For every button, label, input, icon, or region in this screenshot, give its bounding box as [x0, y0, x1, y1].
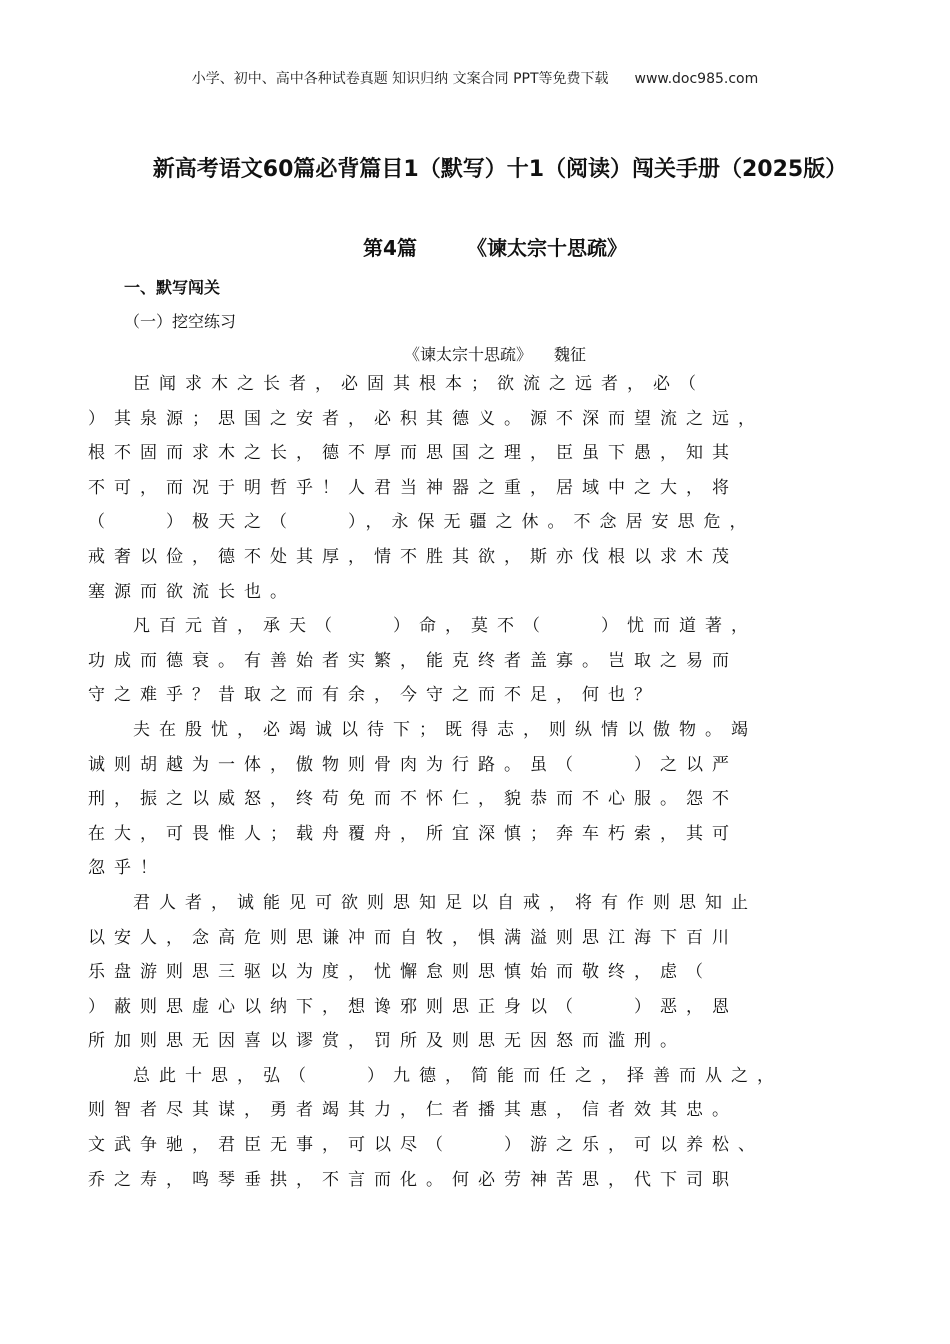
text-line: 戒奢以俭，德不处其厚，情不胜其欲，斯亦伐根以求木茂 [88, 546, 738, 567]
chapter-work: 《谏太宗十思疏》 [466, 236, 627, 260]
text-line: ）蔽则思虚心以纳下，想谗邪则思正身以（ ）恶，恩 [88, 996, 738, 1017]
text-line: 凡百元首，承天（ ）命，莫不（ ）忧而道著， [133, 616, 757, 637]
passage-work: 《谏太宗十思疏》 [403, 345, 532, 364]
text-line: ）其泉源；思国之安者，必积其德义。源不深而望流之远， [88, 408, 764, 429]
document-title: 新高考语文60篇必背篇目1（默写）十1（阅读）闯关手册（2025版） [152, 157, 848, 182]
text-line: 所加则思无因喜以谬赏，罚所及则思无因怒而滥刑。 [88, 1031, 686, 1052]
subsection-heading: （一）挖空练习 [124, 312, 237, 331]
text-line: 忽乎！ [88, 858, 166, 879]
chapter-number: 第4篇 [363, 236, 417, 260]
passage-title [0, 342, 950, 365]
text-line: 功成而德衰。有善始者实繁，能克终者盖寡。岂取之易而 [88, 650, 738, 671]
text-line: 乔之寿，鸣琴垂拱，不言而化。何必劳神苦思，代下司职 [88, 1169, 738, 1190]
text-line: 夫在殷忧，必竭诚以待下；既得志，则纵情以傲物。竭 [133, 719, 757, 740]
passage-body [88, 367, 888, 1197]
passage-author: 魏征 [554, 345, 587, 364]
text-line: 乐盘游则思三驱以为度，忧懈怠则思慎始而敬终，虑（ [88, 962, 712, 983]
text-line: 以安人，念高危则思谦冲而自牧，惧满溢则思江海下百川 [88, 927, 738, 948]
header-site[interactable]: www.doc985.com [634, 71, 759, 87]
page-header [0, 68, 950, 88]
section-heading: 一、默写闯关 [124, 278, 221, 297]
chapter-heading [0, 232, 950, 261]
header-text: 小学、初中、高中各种试卷真题 知识归纳 文案合同 PPT等免费下载 [191, 71, 609, 87]
text-line: 君人者，诚能见可欲则思知足以自戒，将有作则思知止 [133, 892, 757, 913]
text-line: 诚则胡越为一体，傲物则骨肉为行路。虽（ ）之以严 [88, 754, 738, 775]
text-line: 臣闻求木之长者，必固其根本；欲流之远者，必（ [133, 374, 705, 394]
text-line: 在大，可畏惟人；载舟覆舟，所宜深慎；奔车朽索，其可 [88, 823, 738, 844]
text-line: 则智者尽其谋，勇者竭其力，仁者播其惠，信者效其忠。 [88, 1100, 738, 1121]
text-line: 守之难乎？昔取之而有余，今守之而不足，何也？ [88, 685, 660, 706]
text-line: 刑，振之以威怒，终苟免而不怀仁，貌恭而不心服。怨不 [88, 789, 738, 810]
text-line: 总此十思，弘（ ）九德，简能而任之，择善而从之， [133, 1065, 783, 1086]
text-line: 不可，而况于明哲乎！人君当神器之重，居域中之大，将 [88, 477, 738, 498]
text-line: （ ）极天之（ ），永保无疆之休。不念居安思危， [88, 512, 756, 533]
text-line: 塞源而欲流长也。 [88, 581, 296, 602]
text-line: 根不固而求木之长，德不厚而思国之理，臣虽下愚，知其 [88, 443, 738, 464]
text-line: 文武争驰，君臣无事，可以尽（ ）游之乐，可以养松、 [88, 1135, 764, 1156]
